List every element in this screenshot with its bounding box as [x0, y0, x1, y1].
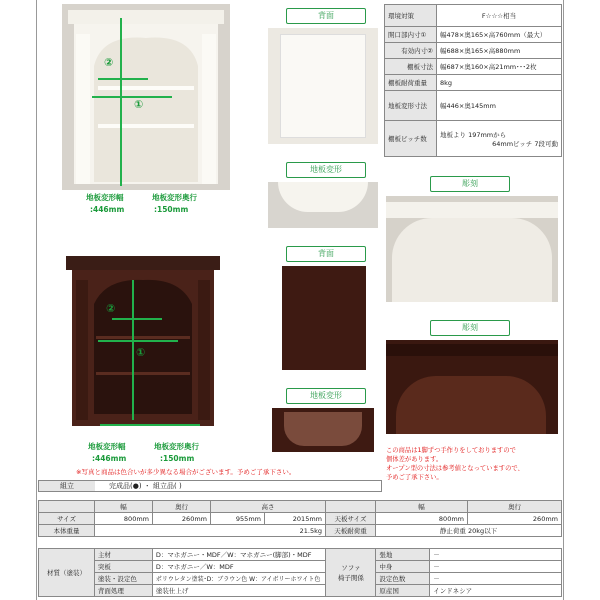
measure-line-bottom	[100, 424, 200, 426]
floor-depth-label: 地板変形奥行	[152, 193, 197, 202]
spec-row	[385, 121, 562, 157]
top-load-label: 天板耐荷重	[326, 525, 376, 537]
material-key: 主材	[94, 549, 152, 561]
material-value: 塗装仕上げ	[152, 585, 326, 597]
material-row	[39, 585, 562, 597]
size-table	[38, 500, 562, 537]
brown-back-photo	[268, 262, 378, 374]
measure-mark-1-dark: ①	[136, 346, 146, 359]
header-height: 高さ	[211, 501, 326, 513]
material-label: 材質（塗装）	[39, 549, 95, 597]
spec-key: 環境対策	[385, 5, 437, 27]
sofa-value: －	[430, 549, 562, 561]
spec-value-line1: 地板より 197mmから	[440, 130, 507, 139]
measure-mark-1: ①	[134, 98, 144, 111]
spec-table	[384, 4, 562, 157]
header-depth-2: 奥行	[468, 501, 562, 513]
spec-key: 開口部内寸①	[385, 27, 437, 43]
floor-shape-label-1: 地板変形	[286, 162, 366, 178]
spec-row	[385, 59, 562, 75]
sofa-label	[326, 549, 376, 597]
top-size-width: 800mm	[376, 513, 468, 525]
floor-shape-label-2: 地板変形	[286, 388, 366, 404]
spec-value: 幅446×奥145mm	[437, 91, 562, 121]
floor-width-label: 地板変形幅	[86, 193, 124, 202]
white-back-photo	[268, 28, 378, 144]
back-label-2: 背面	[286, 246, 366, 262]
assembly-value: 完成品(●) ・ 組立品( )	[109, 482, 182, 490]
handmade-note-line2: 個体差があります。	[386, 456, 443, 463]
spec-row	[385, 91, 562, 121]
material-key: 塗装・設定色	[94, 573, 152, 585]
measure-line-horizontal	[98, 78, 148, 80]
back-label-1: 背面	[286, 8, 366, 24]
material-key: 突板	[94, 561, 152, 573]
measure-line-horizontal-dark-2	[112, 318, 162, 320]
material-row	[39, 561, 562, 573]
spec-row	[385, 43, 562, 59]
floor-depth-label-dark: 地板変形奥行	[154, 442, 199, 451]
handmade-note	[386, 446, 560, 482]
measure-line-horizontal-2	[92, 96, 172, 98]
sofa-key: 設定色数	[376, 573, 430, 585]
material-key: 背面処理	[94, 585, 152, 597]
weight-value: 21.5kg	[95, 525, 326, 537]
white-carving-photo	[386, 196, 558, 302]
spec-row	[385, 75, 562, 91]
size-header-row	[39, 501, 562, 513]
spec-key: 棚板ピッチ数	[385, 121, 437, 157]
measure-mark-2-dark: ②	[106, 302, 116, 315]
material-row	[39, 549, 562, 561]
floor-depth-value: :150mm	[154, 205, 189, 214]
top-size-depth: 260mm	[468, 513, 562, 525]
sofa-label-line2: 椅子関係	[337, 573, 364, 582]
material-row	[39, 573, 562, 585]
sofa-key: 原産国	[376, 585, 430, 597]
sofa-value: －	[430, 561, 562, 573]
white-floor-photo	[268, 182, 378, 228]
spec-value: 幅688×奥165×高880mm	[437, 43, 562, 59]
spec-key: 地板変形寸法	[385, 91, 437, 121]
sofa-key: 張地	[376, 549, 430, 561]
brown-shelf-illustration	[66, 254, 220, 430]
spec-key: 棚板耐荷重量	[385, 75, 437, 91]
weight-row	[39, 525, 562, 537]
top-load-value: 静止荷重 20kg以下	[376, 525, 562, 537]
spec-value: 幅478×奥165×高760mm（最大）	[437, 27, 562, 43]
size-height-1: 955mm	[211, 513, 265, 525]
header-depth: 奥行	[153, 501, 211, 513]
photo-color-note: ※写真と商品は色合いが多少異なる場合がございます。予めご了承下さい。	[76, 468, 296, 476]
handmade-note-line4: 予めご了承下さい。	[386, 474, 443, 481]
material-value: D：マホガニー・MDF／W：マホガニー(脚部)・MDF	[152, 549, 326, 561]
floor-width-label-dark: 地板変形幅	[88, 442, 126, 451]
size-row	[39, 513, 562, 525]
floor-width-value: :446mm	[90, 205, 125, 214]
handmade-note-line1: この商品は1脚ずつ手作りをしておりますので	[386, 447, 516, 454]
floor-depth-value-dark: :150mm	[160, 454, 195, 463]
top-size-label: 天板サイズ	[326, 513, 376, 525]
floor-width-value-dark: :446mm	[92, 454, 127, 463]
spec-row	[385, 5, 562, 27]
size-height-2: 2015mm	[264, 513, 325, 525]
spec-key: 有効内寸②	[385, 43, 437, 59]
size-label: サイズ	[39, 513, 95, 525]
size-width: 800mm	[95, 513, 153, 525]
carving-label-1: 彫刻	[430, 176, 510, 192]
carving-label-2: 彫刻	[430, 320, 510, 336]
material-value: D：マホガニー／W：MDF	[152, 561, 326, 573]
handmade-note-line3: オープン型の寸法は参考値となっていますので、	[386, 465, 524, 472]
brown-shelf-photo	[66, 254, 220, 430]
spec-value: F☆☆☆相当	[437, 5, 562, 27]
sofa-label-line1: ソファ	[341, 563, 361, 572]
sofa-value: インドネシア	[430, 585, 562, 597]
spec-value-line2: 64mmピッチ 7段可動	[492, 139, 558, 148]
header-width: 幅	[95, 501, 153, 513]
spec-row	[385, 27, 562, 43]
spec-value: 8kg	[437, 75, 562, 91]
material-value: ポリウレタン塗装･D：ブラウン色 W：アイボリーホワイト色	[152, 573, 326, 585]
weight-label: 本体重量	[39, 525, 95, 537]
size-depth: 260mm	[153, 513, 211, 525]
measure-mark-2: ②	[104, 56, 114, 69]
sofa-key: 中身	[376, 561, 430, 573]
spec-value	[437, 121, 562, 157]
brown-floor-photo	[268, 406, 378, 454]
spec-key: 棚板寸法	[385, 59, 437, 75]
spec-value: 幅687×奥160×高21mm･･･2枚	[437, 59, 562, 75]
material-table	[38, 548, 562, 597]
sofa-value: －	[430, 573, 562, 585]
measure-line-vertical	[120, 18, 122, 186]
header-width-2: 幅	[376, 501, 468, 513]
brown-carving-photo	[386, 340, 558, 434]
measure-line-horizontal-dark	[98, 340, 178, 342]
assembly-row	[38, 480, 382, 492]
assembly-label: 組立	[39, 481, 95, 491]
measure-line-vertical-dark	[132, 280, 134, 420]
